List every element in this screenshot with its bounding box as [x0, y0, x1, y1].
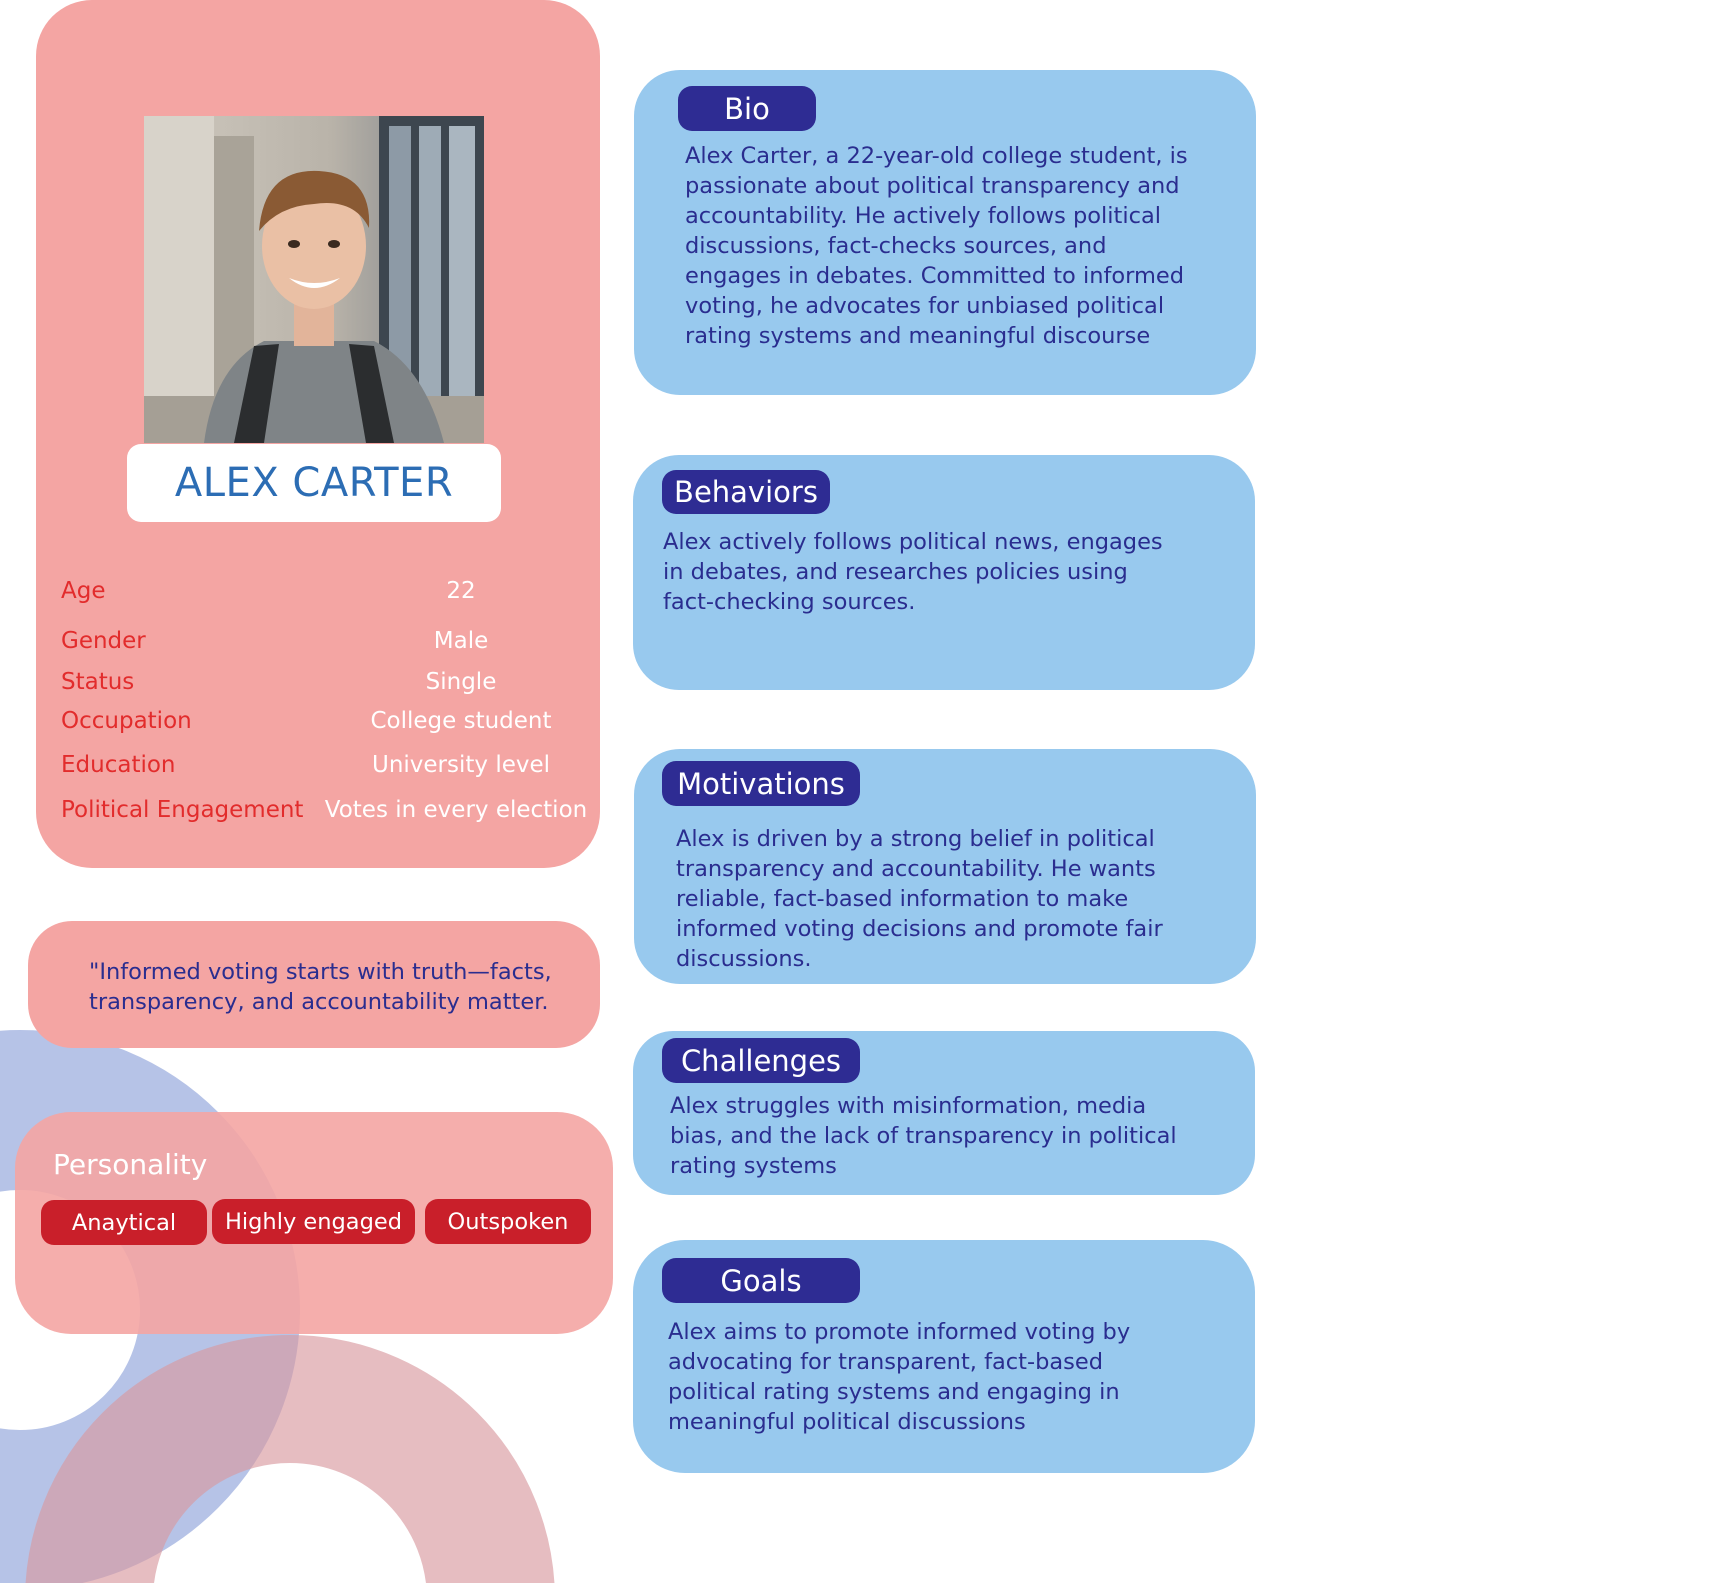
info-row-education	[61, 752, 581, 784]
behaviors-heading: Behaviors	[662, 470, 830, 514]
trait-badge: Anaytical	[41, 1200, 207, 1245]
info-row-occupation	[61, 708, 581, 740]
goals-text: Alex aims to promote informed voting by advocating for transparent, fact-based political rating systems and engaging in meaningful political discussions	[668, 1319, 1131, 1435]
info-label: Political Engagement	[61, 797, 304, 823]
goals-heading: Goals	[662, 1258, 860, 1303]
personality-title: Personality	[53, 1148, 208, 1181]
info-label: Status	[61, 669, 135, 695]
pink-arc-decoration	[89, 1399, 491, 1583]
persona-quote: "Informed voting starts with truth—facts, transparency, and accountability matter.	[89, 959, 552, 1015]
info-row-age	[61, 578, 581, 610]
info-label: Gender	[61, 628, 146, 654]
info-value: University level	[371, 752, 551, 778]
info-value: 22	[446, 578, 476, 604]
info-value: Single	[425, 669, 497, 695]
info-row-political-engagement	[61, 797, 588, 829]
profile-photo	[144, 116, 484, 443]
info-label: Occupation	[61, 708, 192, 734]
info-value: College student	[370, 708, 552, 734]
portrait-illustration	[144, 116, 484, 443]
info-label: Education	[61, 752, 176, 778]
info-value: Male	[433, 628, 489, 654]
info-label: Age	[61, 578, 106, 604]
bio-text: Alex Carter, a 22-year-old college student, is passionate about political transparency and accountability. He actively follows political discussions, fact-checks sources, and engages in debates. Committed to informed voting, he advocates for unbiased political rating systems and meaningful discourse	[685, 143, 1188, 349]
behaviors-text: Alex actively follows political news, engages in debates, and researches policies using fact-checking sources.	[663, 529, 1163, 615]
info-row-gender	[61, 628, 581, 660]
motivations-heading: Motivations	[662, 761, 860, 806]
challenges-text: Alex struggles with misinformation, media bias, and the lack of transparency in political rating systems	[670, 1093, 1177, 1179]
info-row-status	[61, 669, 581, 701]
trait-badge: Highly engaged	[212, 1199, 415, 1244]
info-value: Votes in every election	[324, 797, 588, 823]
motivations-text: Alex is driven by a strong belief in political transparency and accountability. He wants reliable, fact-based information to make informed voting decisions and promote fair discussions.	[676, 826, 1163, 972]
bio-heading: Bio	[678, 86, 816, 131]
trait-badge: Outspoken	[425, 1199, 591, 1244]
challenges-heading: Challenges	[662, 1038, 860, 1083]
persona-name: ALEX CARTER	[127, 444, 501, 522]
